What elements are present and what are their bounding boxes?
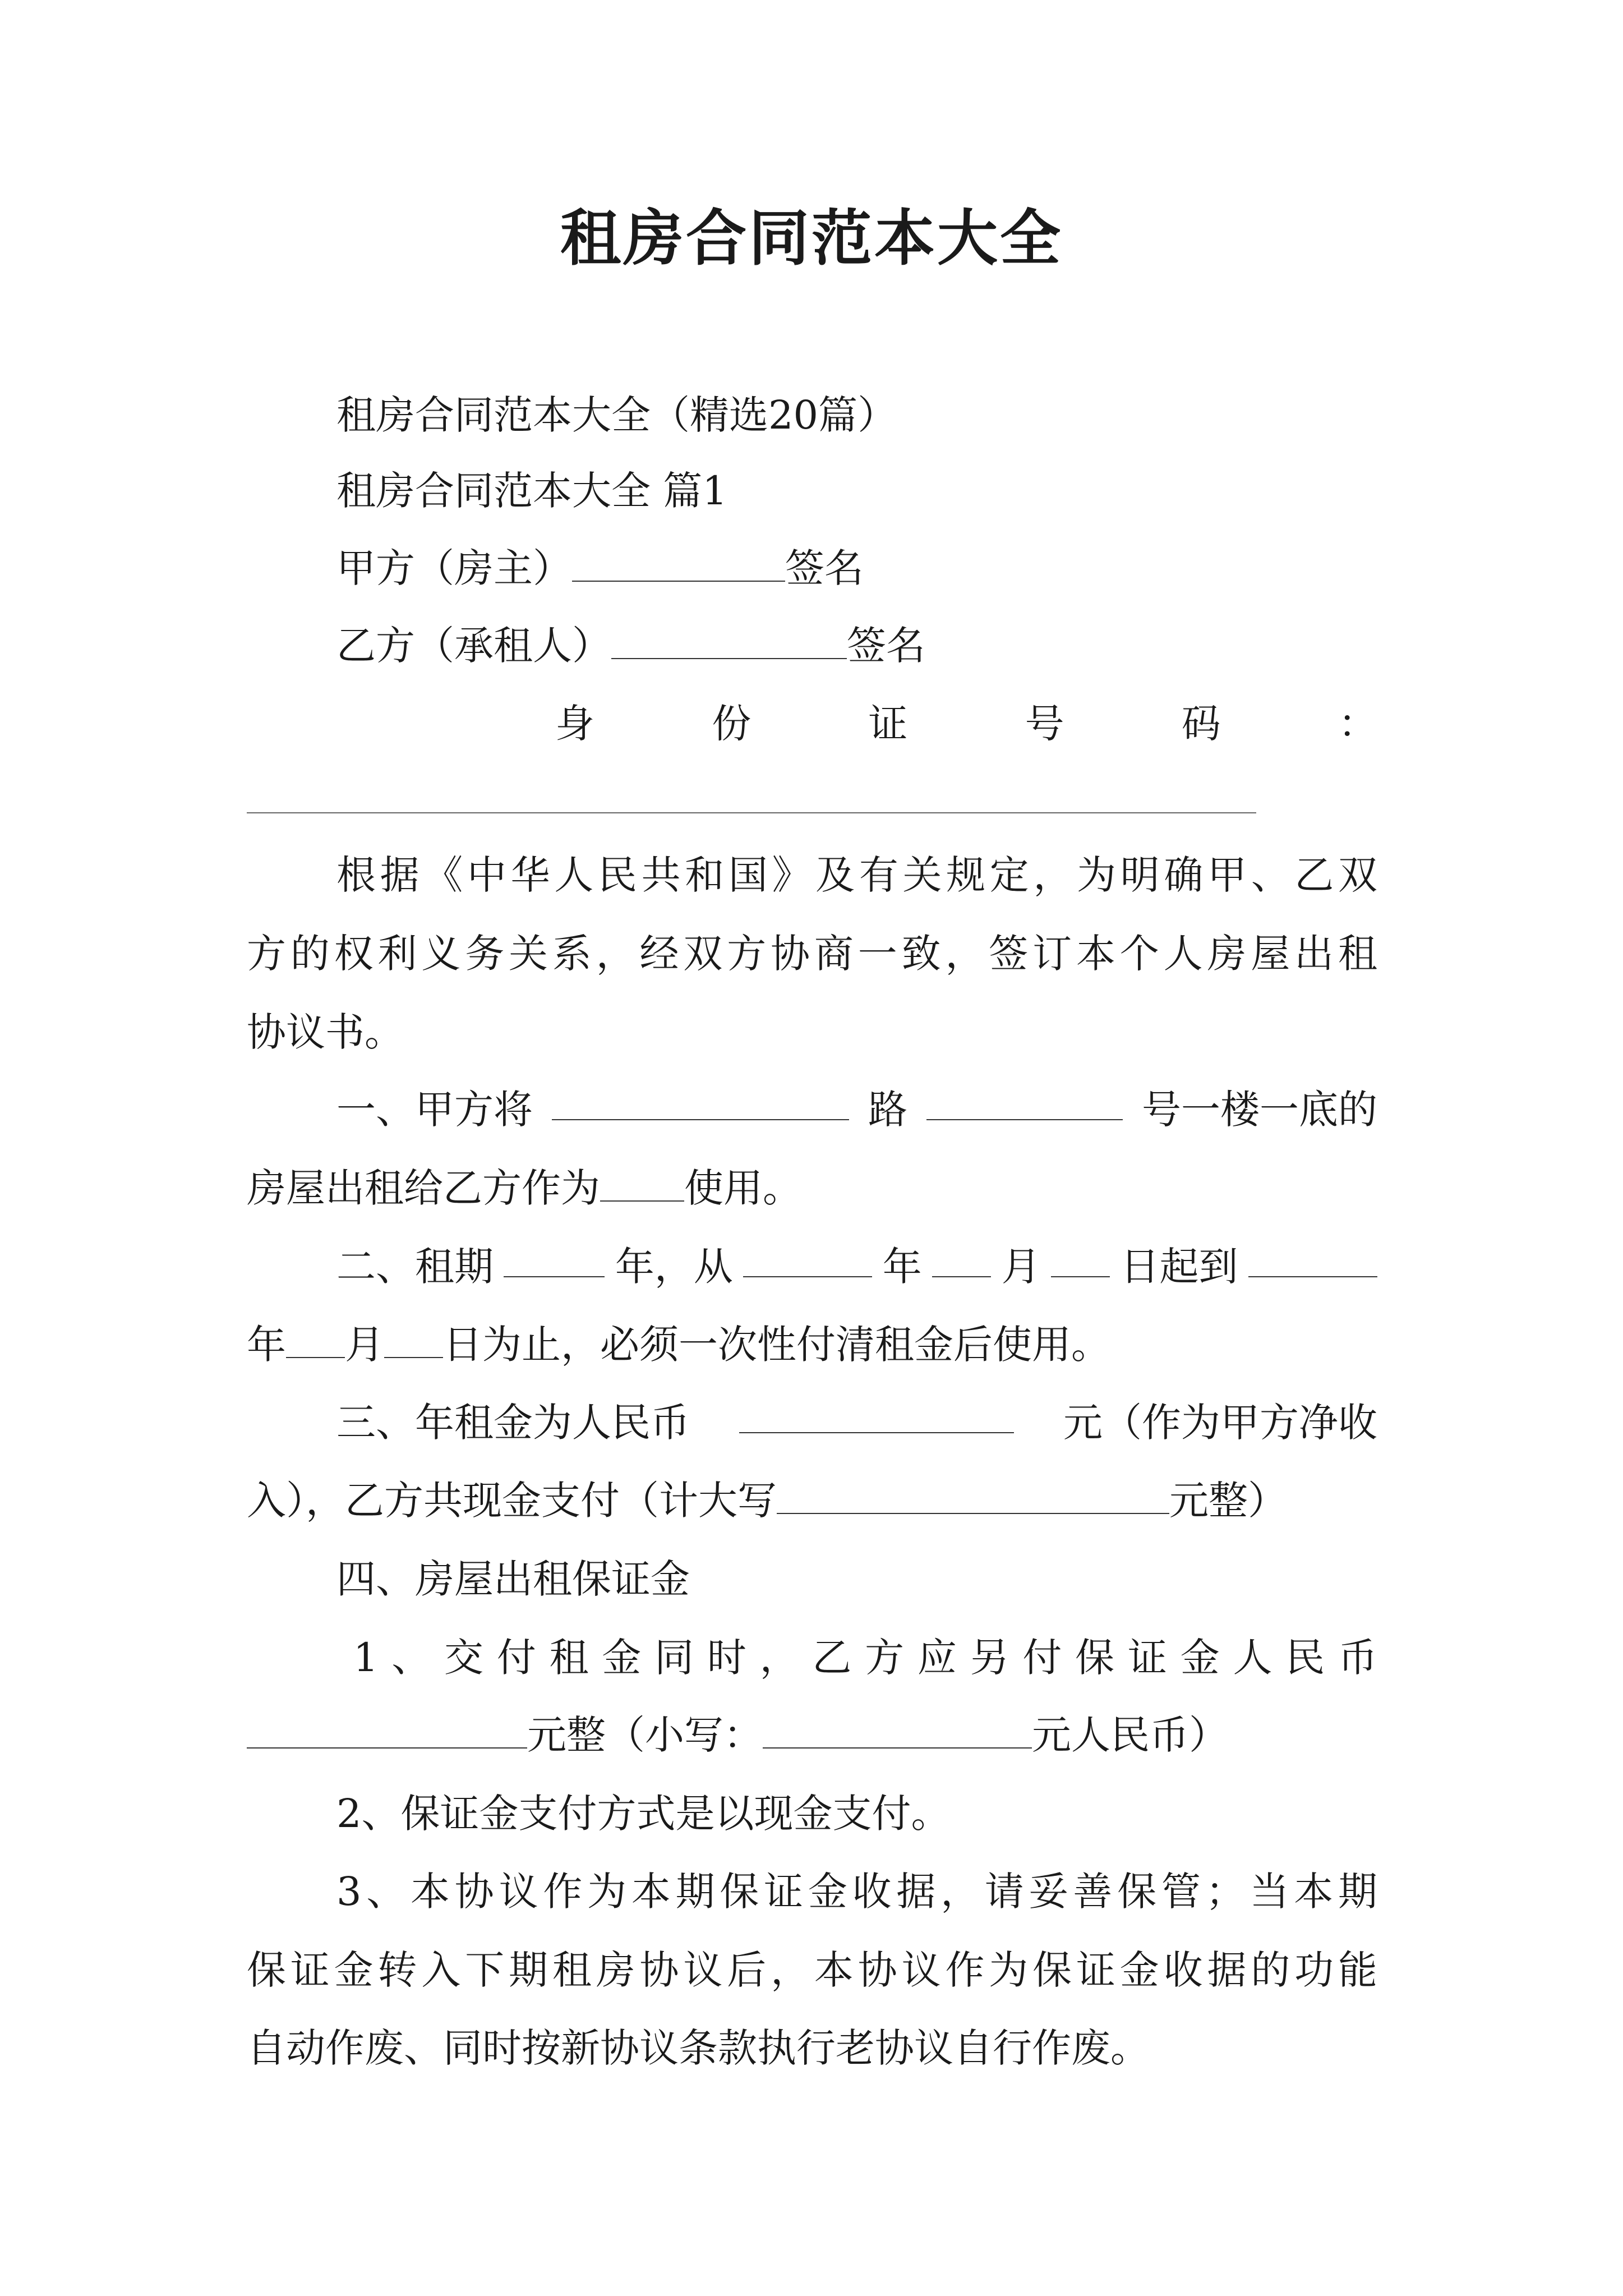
id-char: ： bbox=[1338, 701, 1377, 747]
clause4-heading: 四、房屋出租保证金 bbox=[336, 1556, 690, 1602]
clause2-text-f: 年 bbox=[247, 1322, 286, 1368]
id-char: 份 bbox=[712, 701, 751, 747]
id-number-line bbox=[555, 698, 1377, 749]
deposit-blank-amount[interactable] bbox=[247, 1713, 527, 1749]
party-a-blank[interactable] bbox=[572, 546, 785, 582]
clause1-text-b: 路 bbox=[868, 1087, 907, 1133]
clause3-text-c: 入），乙方共现金支付（计大写 bbox=[247, 1478, 777, 1524]
id-char: 证 bbox=[868, 701, 908, 747]
clause2-line1 bbox=[336, 1241, 1377, 1292]
party-b-blank[interactable] bbox=[611, 623, 847, 659]
clause2-blank-end-year[interactable] bbox=[1248, 1241, 1377, 1277]
clause3-line2 bbox=[247, 1475, 1287, 1526]
clause3-text-a: 三、年租金为人民币 bbox=[336, 1400, 690, 1446]
clause3-line1 bbox=[336, 1397, 1377, 1448]
clause2-blank-end-day[interactable] bbox=[384, 1322, 443, 1358]
clause1-blank-usage[interactable] bbox=[600, 1166, 684, 1202]
party-a-line bbox=[336, 543, 864, 593]
clause2-text-g: 月 bbox=[345, 1322, 384, 1368]
clause3-blank-uppercase[interactable] bbox=[777, 1478, 1169, 1514]
clause3-text-b: 元（作为甲方净收 bbox=[1063, 1400, 1377, 1446]
clause2-blank-start-year[interactable] bbox=[743, 1241, 872, 1277]
document-title: 租房合同范本大全 bbox=[560, 203, 1063, 274]
subtitle: 租房合同范本大全（精选20篇） bbox=[336, 392, 897, 438]
party-b-label: 乙方（承租人） bbox=[336, 623, 611, 669]
clause2-blank-years[interactable] bbox=[504, 1241, 605, 1277]
clause4-text-c: 元人民币） bbox=[1032, 1712, 1228, 1758]
clause2-line2 bbox=[247, 1319, 1110, 1370]
clause2-text-b: 年，从 bbox=[615, 1244, 733, 1290]
clause4-item3-line3: 自动作废、同时按新协议条款执行老协议自行作废。 bbox=[247, 2025, 1150, 2071]
clause2-blank-start-day[interactable] bbox=[1051, 1241, 1110, 1277]
clause1-line1 bbox=[336, 1084, 1377, 1135]
clause4-item1-line2 bbox=[247, 1710, 1228, 1760]
id-char: 号 bbox=[1025, 701, 1064, 747]
party-a-sign: 签名 bbox=[785, 545, 864, 591]
para1-line1: 根据《中华人民共和国》及有关规定，为明确甲、乙双 bbox=[336, 852, 1377, 898]
clause4-item3-line2: 保证金转入下期租房协议后，本协议作为保证金收据的功能 bbox=[247, 1947, 1377, 1993]
deposit-blank-lowercase[interactable] bbox=[763, 1713, 1032, 1749]
id-char: 码 bbox=[1181, 701, 1221, 747]
para1-line2: 方的权利义务关系，经双方协商一致，签订本个人房屋出租 bbox=[247, 931, 1377, 977]
party-b-line bbox=[336, 620, 925, 671]
clause2-blank-start-month[interactable] bbox=[932, 1241, 991, 1277]
clause1-text-c: 号一楼一底的 bbox=[1142, 1087, 1377, 1133]
clause1-blank-number[interactable] bbox=[926, 1084, 1123, 1120]
id-char: 身 bbox=[555, 701, 594, 747]
clause1-text-d: 房屋出租给乙方作为 bbox=[247, 1165, 600, 1211]
clause2-text-e: 日起到 bbox=[1120, 1244, 1238, 1290]
party-a-label: 甲方（房主） bbox=[336, 545, 572, 591]
clause4-text-b: 元整（小写： bbox=[527, 1712, 763, 1758]
clause2-text-d: 月 bbox=[1001, 1244, 1041, 1290]
clause2-text-c: 年 bbox=[882, 1244, 922, 1290]
para1-line3: 协议书。 bbox=[247, 1009, 404, 1055]
clause4-item3-line1: 3、本协议作为本期保证金收据，请妥善保管；当本期 bbox=[336, 1869, 1377, 1915]
clause3-blank-rent[interactable] bbox=[739, 1397, 1014, 1433]
clause1-line2 bbox=[247, 1163, 802, 1213]
clause4-item2: 2、保证金支付方式是以现金支付。 bbox=[336, 1791, 951, 1837]
clause1-blank-road[interactable] bbox=[552, 1084, 849, 1120]
clause1-text-e: 使用。 bbox=[684, 1165, 802, 1211]
clause4-item1-line1: 1、交付租金同时，乙方应另付保证金人民币 bbox=[353, 1635, 1377, 1681]
section-label: 租房合同范本大全 篇1 bbox=[336, 468, 727, 514]
party-b-sign: 签名 bbox=[847, 623, 925, 669]
clause2-blank-end-month[interactable] bbox=[286, 1322, 345, 1358]
clause2-text-a: 二、租期 bbox=[336, 1244, 494, 1290]
clause1-text-a: 一、甲方将 bbox=[336, 1087, 533, 1133]
id-number-blank[interactable] bbox=[247, 812, 1256, 813]
clause2-text-h: 日为止，必须一次性付清租金后使用。 bbox=[443, 1322, 1110, 1368]
clause3-text-d: 元整） bbox=[1169, 1478, 1287, 1524]
